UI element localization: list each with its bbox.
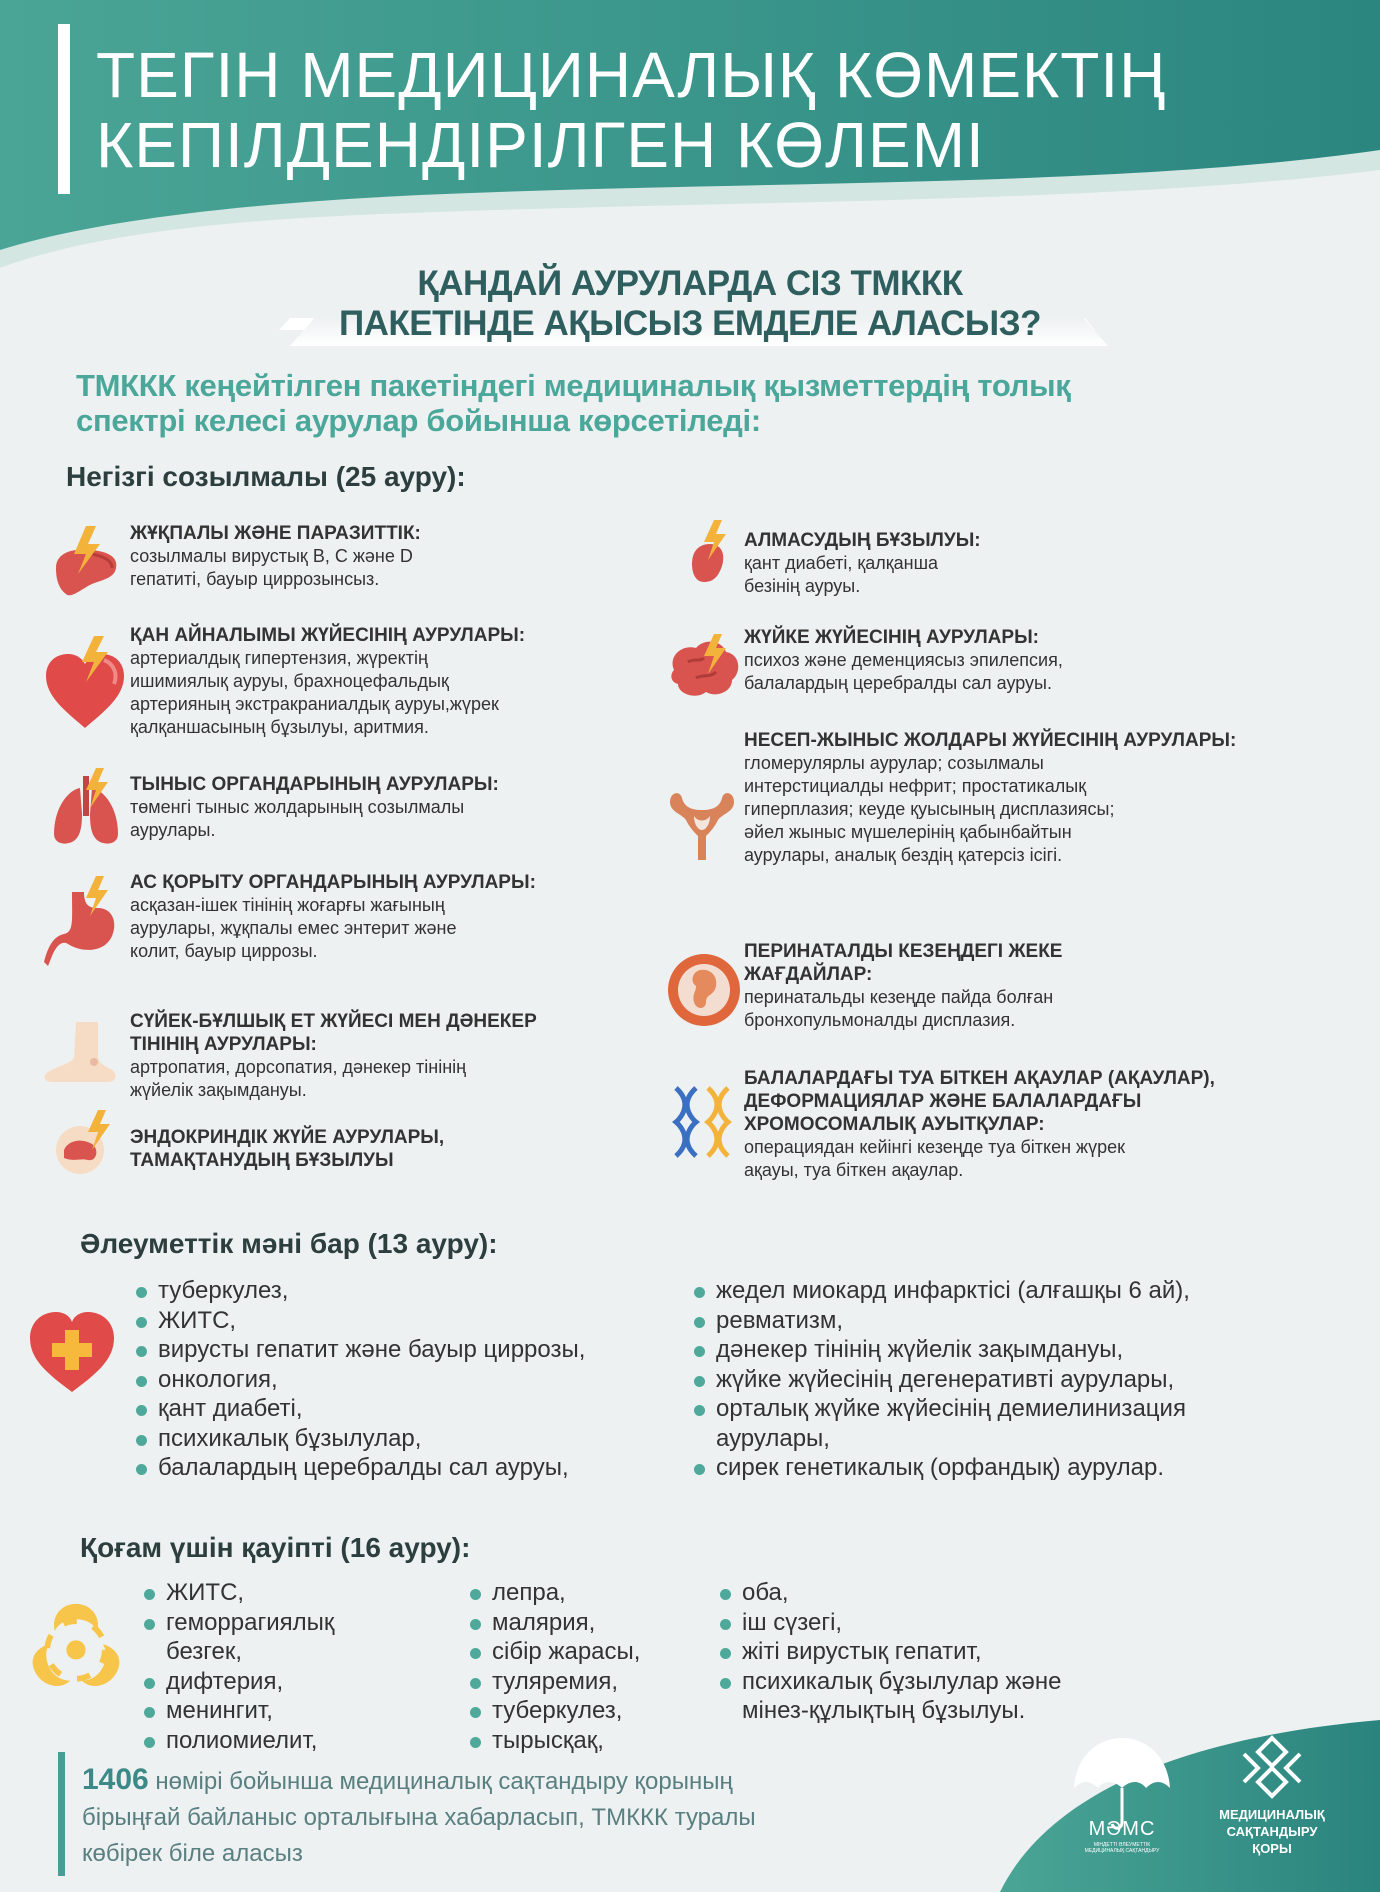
category-respiratory (130, 773, 499, 842)
category-title: АС ҚОРЫТУ ОРГАНДАРЫНЫҢ АУРУЛАРЫ: (130, 872, 536, 893)
category-line: асқазан-ішек тінінің жоғарғы жағының (130, 895, 445, 915)
heart-icon (44, 636, 126, 732)
mams-logo-text: МӘМС (1088, 1818, 1156, 1840)
list-item: малярия, (466, 1608, 640, 1638)
category-title: СҮЙЕК-БҰЛШЫҚ ЕТ ЖҮЙЕСІ МЕН ДӘНЕКЕР (130, 1011, 537, 1032)
pancreas-icon (52, 1110, 122, 1176)
list-item: онкология, (132, 1365, 585, 1395)
category-nervous (744, 626, 1063, 695)
category-line: гепатиті, бауыр циррозынсыз. (130, 569, 380, 589)
category-line: аурулары, жұқпалы емес энтерит және (130, 918, 457, 938)
hotline-number[interactable]: 1406 (82, 1763, 149, 1796)
category-line: перинатальды кезеңде пайда болған (744, 987, 1054, 1007)
list-item: іш сүзегі, (716, 1608, 1061, 1638)
list-item: ревматизм, (690, 1306, 1190, 1336)
list-item: ЖИТС, (140, 1578, 334, 1608)
list-item: сібір жарасы, (466, 1637, 640, 1667)
dna-icon (672, 1086, 734, 1158)
category-musculoskeletal (130, 1010, 537, 1102)
category-title: НЕСЕП-ЖЫНЫС ЖОЛДАРЫ ЖҮЙЕСІНІҢ АУРУЛАРЫ: (744, 730, 1237, 751)
category-digestive (130, 871, 536, 963)
list-item: қант диабеті, (132, 1394, 585, 1424)
social-section-title: Әлеуметтік мәні бар (13 ауру): (80, 1228, 498, 1259)
list-item: лепра, (466, 1578, 640, 1608)
category-line: артерияның экстракраниалдық ауруы,жүрек (130, 694, 499, 714)
category-line: балалардың церебралды сал ауруы. (744, 673, 1052, 693)
category-title: ПЕРИНАТАЛДЫ КЕЗЕҢДЕГІ ЖЕКЕ (744, 941, 1063, 962)
list-item: вирусты гепатит және бауыр циррозы, (132, 1335, 585, 1365)
category-genitourinary (744, 729, 1236, 867)
category-line: гломерулярлы аурулар; созылмалы (744, 753, 1044, 773)
category-title: ЖҮЙКЕ ЖҮЙЕСІНІҢ АУРУЛАРЫ: (744, 627, 1040, 648)
list-item: балалардың церебралды сал ауруы, (132, 1453, 585, 1483)
category-line: гиперплазия; кеуде қуысының дисплазиясы; (744, 799, 1115, 819)
category-title-cont: ЖАҒДАЙЛАР: (744, 964, 873, 985)
mams-logo-subtext (1070, 1842, 1174, 1854)
uterus-icon (666, 788, 738, 862)
category-title: ЖҰҚПАЛЫ ЖӘНЕ ПАРАЗИТТІК: (130, 523, 421, 544)
social-list-right (690, 1276, 1190, 1483)
category-line: ишимиялық ауруы, брахноцефальдық (130, 671, 449, 691)
list-item: сирек генетикалық (орфандық) аурулар. (690, 1453, 1190, 1483)
list-item: психикалық бұзылулар және (716, 1667, 1061, 1697)
category-circulatory (130, 624, 525, 739)
list-item-cont: безгек, (166, 1638, 243, 1665)
list-item: полиомиелит, (140, 1726, 334, 1756)
footer-line1: нөмірі бойынша медициналық сақтандыру қорының (148, 1768, 733, 1795)
social-list-left (132, 1276, 585, 1483)
intro-line1: ТМККК кеңейтілген пакетіндегі медициналық қызметтердің толық (76, 368, 1071, 403)
category-line: ақауы, туа біткен ақаулар. (744, 1160, 964, 1180)
category-title-cont: ТАМАҚТАНУДЫҢ БҰЗЫЛУЫ (130, 1150, 394, 1171)
footer-text (82, 1762, 842, 1872)
fetus-icon (666, 952, 742, 1028)
list-item: туберкулез, (466, 1696, 640, 1726)
category-line: интерстициалды нефрит; простатикалық (744, 776, 1087, 796)
page-title (96, 40, 1166, 180)
fund-logo-text (1200, 1806, 1344, 1857)
category-congenital (744, 1067, 1215, 1182)
category-title: ҚАН АЙНАЛЫМЫ ЖҮЙЕСІНІҢ АУРУЛАРЫ: (130, 625, 526, 646)
biohazard-icon (28, 1600, 124, 1696)
fund-line3: ҚОРЫ (1252, 1841, 1292, 1856)
page-title-line1: ТЕГІН МЕДИЦИНАЛЫҚ КӨМЕКТІҢ (96, 39, 1167, 111)
category-line: қалқаншасының бұзылуы, аритмия. (130, 717, 429, 737)
list-item: жедел миокард инфарктісі (алғашқы 6 ай), (690, 1276, 1190, 1306)
lungs-icon (50, 768, 122, 848)
category-line: психоз және деменциясыз эпилепсия, (744, 650, 1063, 670)
category-title: БАЛАЛАРДАҒЫ ТУА БІТКЕН АҚАУЛАР (АҚАУЛАР), (744, 1068, 1215, 1089)
fund-logo-icon[interactable] (1236, 1734, 1308, 1800)
list-item: ЖИТС, (132, 1306, 585, 1336)
category-line: операциядан кейінгі кезеңде туа біткен жүрек (744, 1137, 1125, 1157)
category-line: созылмалы вирустық В, С және D (130, 546, 413, 566)
foot-icon (40, 1020, 120, 1086)
title-accent-bar (58, 24, 70, 194)
footer-line2: бірыңғай байланыс орталығына хабарласып, ТМККК туралы (82, 1804, 756, 1831)
category-infectious (130, 522, 421, 591)
category-line: жүйелік зақымдануы. (130, 1080, 307, 1100)
category-perinatal (744, 940, 1062, 1032)
brain-icon (666, 634, 742, 702)
list-item: дәнекер тінінің жүйелік зақымдануы, (690, 1335, 1190, 1365)
category-line: артропатия, дорсопатия, дәнекер тінінің (130, 1057, 467, 1077)
thyroid-icon (686, 520, 736, 586)
category-endocrine (130, 1126, 444, 1172)
category-line: артериалдық гипертензия, жүректің (130, 648, 428, 668)
category-line: аурулары. (130, 820, 216, 840)
category-line: әйел жыныс мүшелерінің қабынбайтын (744, 822, 1072, 842)
footer-accent-bar (58, 1752, 65, 1876)
stomach-icon (44, 876, 120, 970)
question-line1: ҚАНДАЙ АУРУЛАРДА СІЗ ТМККК (417, 264, 963, 303)
list-item: дифтерия, (140, 1667, 334, 1697)
list-item: оба, (716, 1578, 1061, 1608)
list-item: психикалық бұзылулар, (132, 1424, 585, 1454)
category-line: безінің ауруы. (744, 576, 861, 596)
question-line2: ПАКЕТІНДЕ АҚЫСЫЗ ЕМДЕЛЕ АЛАСЫЗ? (338, 304, 1042, 343)
list-item: жіті вирустық гепатит, (716, 1637, 1061, 1667)
list-item-cont: аурулары, (716, 1424, 830, 1452)
fund-line1: МЕДИЦИНАЛЫҚ (1219, 1807, 1325, 1822)
category-line: төменгі тыныс жолдарының созылмалы (130, 797, 465, 817)
list-item: менингит, (140, 1696, 334, 1726)
intro-text (76, 368, 1316, 438)
page-title-line2: КЕПІЛДЕНДІРІЛГЕН КӨЛЕМІ (96, 109, 985, 181)
list-item: жүйке жүйесінің дегенеративті аурулары, (690, 1365, 1190, 1395)
category-title: ТЫНЫС ОРГАНДАРЫНЫҢ АУРУЛАРЫ: (130, 774, 499, 795)
list-item: туляремия, (466, 1667, 640, 1697)
category-title: ЭНДОКРИНДІК ЖҮЙЕ АУРУЛАРЫ, (130, 1127, 445, 1148)
footer-line3: көбірек біле аласыз (82, 1840, 303, 1867)
category-line: колит, бауыр циррозы. (130, 941, 318, 961)
category-line: бронхопульмоналды дисплазия. (744, 1010, 1016, 1030)
chronic-section-title: Негізгі созылмалы (25 ауру): (66, 461, 466, 492)
fund-line2: САҚТАНДЫРУ (1226, 1824, 1318, 1839)
intro-line2: спектрі келесі аурулар бойынша көрсетіледі: (76, 403, 761, 438)
category-title-cont: ХРОМОСОМАЛЫҚ АУЫТҚУЛАР: (744, 1114, 1045, 1135)
danger-section-title: Қоғам үшін қауіпті (16 ауру): (80, 1532, 471, 1563)
mams-sub2: МЕДИЦИНАЛЫҚ САҚТАНДЫРУ (1084, 1848, 1160, 1854)
liver-icon (52, 524, 122, 602)
list-item-cont: мінез-құлықтың бұзылуы. (742, 1697, 1026, 1724)
category-title: АЛМАСУДЫҢ БҰЗЫЛУЫ: (744, 530, 981, 551)
heart-plus-icon (28, 1308, 116, 1394)
category-line: қант диабеті, қалқанша (744, 553, 939, 573)
mams-sub1: МІНДЕТТІ ӘЛЕУМЕТТІК (1093, 1842, 1151, 1848)
category-line: аурулары, аналық бездің қатерсіз ісігі. (744, 845, 1063, 865)
question-heading (250, 264, 1130, 344)
category-metabolic (744, 529, 981, 598)
category-title-cont: ДЕФОРМАЦИЯЛАР ЖӘНЕ БАЛАЛАРДАҒЫ (744, 1091, 1142, 1112)
list-item: туберкулез, (132, 1276, 585, 1306)
list-item: геморрагиялық (140, 1608, 334, 1638)
list-item: тырысқақ, (466, 1726, 640, 1756)
category-title-cont: ТІНІНІҢ АУРУЛАРЫ: (130, 1034, 317, 1055)
list-item: орталық жүйке жүйесінің демиелинизация (690, 1394, 1190, 1424)
